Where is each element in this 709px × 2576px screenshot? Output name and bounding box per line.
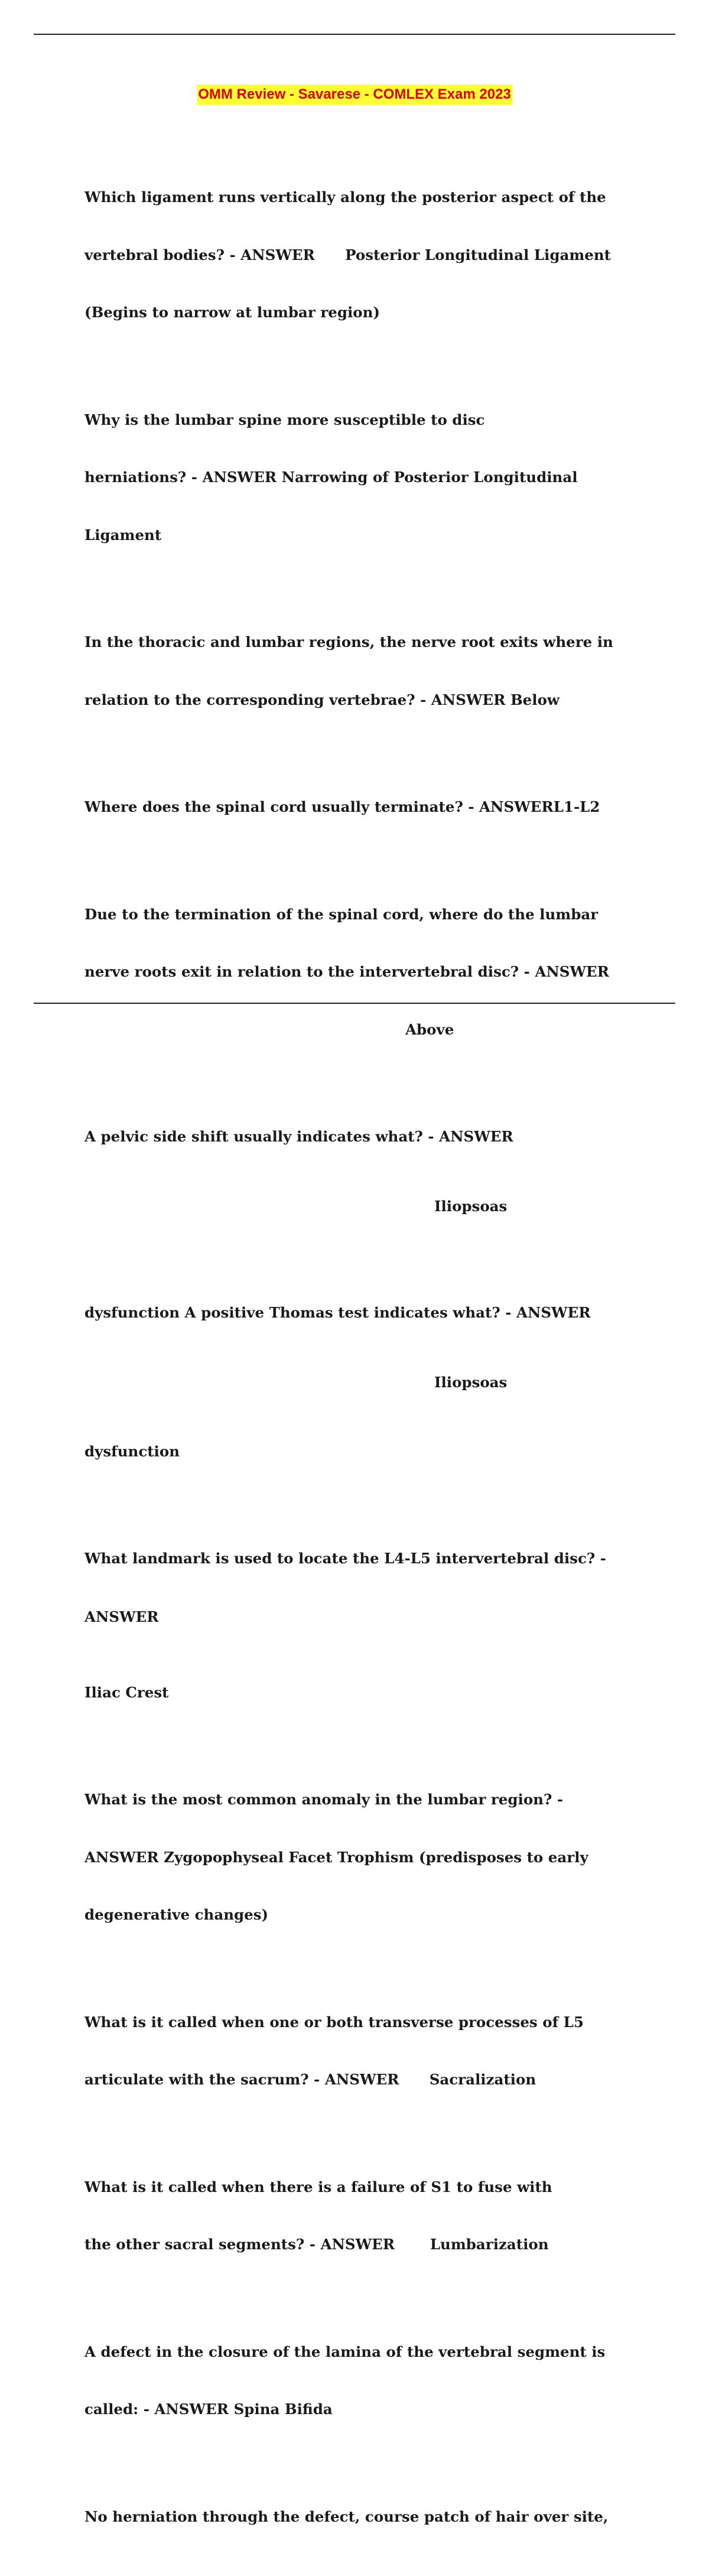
text-line: articulate with the sacrum? - ANSWER Sacralization xyxy=(84,2071,536,2088)
qa-list xyxy=(84,149,616,2576)
text-line: relation to the corresponding vertebrae? - ANSWER Below xyxy=(84,691,560,708)
text-line: Due to the termination of the spinal cord, where do the lumbar xyxy=(84,905,599,923)
text-line: Ligament xyxy=(84,526,162,544)
qa-item xyxy=(84,1265,616,1500)
text-line: In the thoracic and lumbar regions, the nerve root exits where in xyxy=(84,633,613,650)
text-line: the other sacral segments? - ANSWER Lumbarization xyxy=(84,2236,549,2253)
answer-text: Iliopsoas xyxy=(434,1197,508,1215)
qa-item xyxy=(84,149,616,361)
qa-item xyxy=(84,1752,616,1963)
qa-item xyxy=(84,1089,616,1254)
text-line: What is the most common anomaly in the lumbar region? - xyxy=(84,1791,564,1808)
qa-item xyxy=(84,1975,616,2128)
qa-item xyxy=(84,759,616,856)
text-line: Why is the lumbar spine more susceptible to disc xyxy=(84,411,485,428)
text-line: No herniation through the defect, course patch of hair over site, xyxy=(84,2507,609,2525)
top-rule xyxy=(34,34,675,35)
title-wrap xyxy=(0,84,709,105)
qa-item xyxy=(84,867,616,1078)
text-line: (Begins to narrow at lumbar region) xyxy=(84,304,380,321)
answer-text: Iliopsoas xyxy=(434,1373,508,1391)
text-line: A defect in the closure of the lamina of the vertebral segment is xyxy=(84,2343,606,2360)
text-line: What is it called when one or both transverse processes of L5 xyxy=(84,2013,584,2031)
document-title: OMM Review - Savarese - COMLEX Exam 2023 xyxy=(197,84,512,105)
answer-text: Above xyxy=(405,1020,454,1038)
qa-item xyxy=(84,1511,616,1741)
text-line: nerve roots exit in relation to the intervertebral disc? - ANSWER xyxy=(84,963,610,980)
text-line: dysfunction xyxy=(84,1443,180,1460)
text-line: What landmark is used to locate the L4-L5 intervertebral disc? - xyxy=(84,1549,606,1567)
text-line: degenerative changes) xyxy=(84,1906,269,1923)
qa-item xyxy=(84,594,616,748)
text-line: A pelvic side shift usually indicates what? - ANSWER xyxy=(84,1128,513,1145)
text-line: herniations? - ANSWER Narrowing of Posterior Longitudinal xyxy=(84,469,578,486)
text-line: What is it called when there is a failure of S1 to fuse with xyxy=(84,2178,552,2196)
text-line: called: - ANSWER Spina Bifida xyxy=(84,2401,333,2418)
qa-item xyxy=(84,2469,616,2565)
bottom-rule xyxy=(34,1003,675,1004)
text-line: ANSWER xyxy=(84,1608,159,1625)
text-line: ANSWER Zygopophyseal Facet Trophism (predisposes to early xyxy=(84,1848,588,1866)
text-line: vertebral bodies? - ANSWER Posterior Longitudinal Ligament xyxy=(84,246,611,264)
qa-item xyxy=(84,2304,616,2458)
text-line: Which ligament runs vertically along the posterior aspect of the xyxy=(84,188,606,206)
qa-item xyxy=(84,372,616,584)
answer-text: Iliac Crest xyxy=(84,1683,169,1701)
qa-item xyxy=(84,2139,616,2293)
text-line: dysfunction A positive Thomas test indicates what? - ANSWER xyxy=(84,1304,591,1321)
text-line: Where does the spinal cord usually terminate? - ANSWERL1-L2 xyxy=(84,798,600,815)
